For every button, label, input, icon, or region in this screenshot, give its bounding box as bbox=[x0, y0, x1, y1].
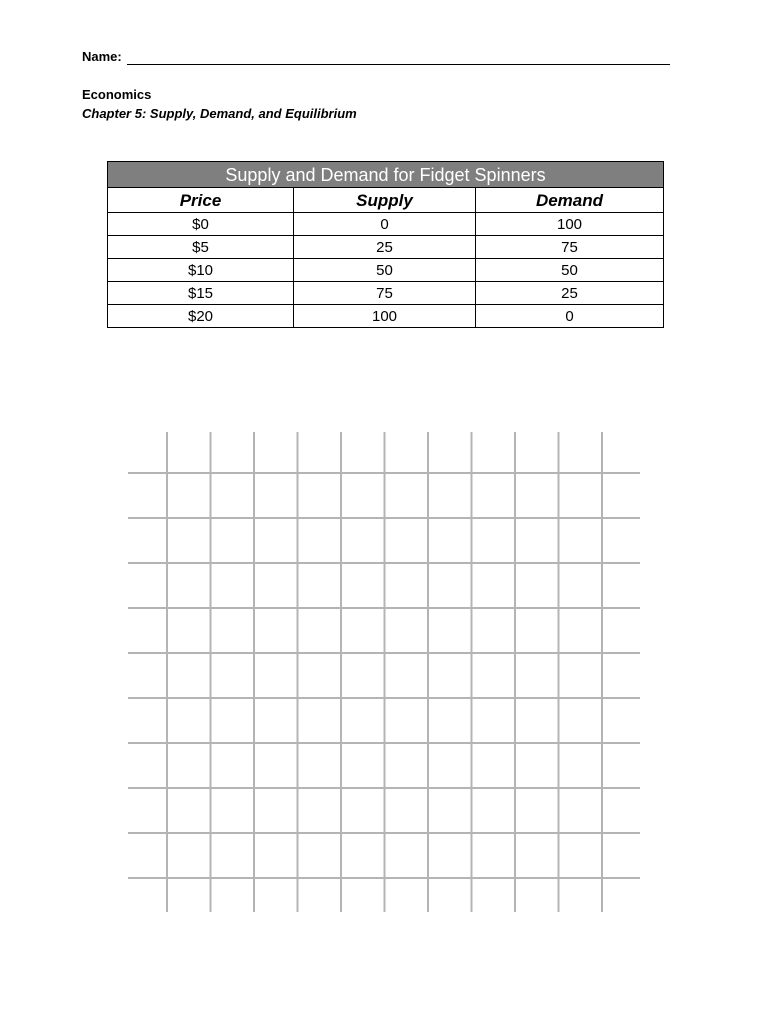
column-header-supply: Supply bbox=[294, 188, 476, 213]
course-title: Economics bbox=[82, 87, 152, 102]
supply-cell: 50 bbox=[294, 259, 476, 282]
price-cell: $15 bbox=[108, 282, 294, 305]
demand-cell: 50 bbox=[476, 259, 664, 282]
supply-cell: 0 bbox=[294, 213, 476, 236]
price-cell: $10 bbox=[108, 259, 294, 282]
demand-cell: 75 bbox=[476, 236, 664, 259]
price-cell: $20 bbox=[108, 305, 294, 328]
demand-cell: 25 bbox=[476, 282, 664, 305]
graph-grid bbox=[0, 420, 768, 920]
table-row bbox=[108, 259, 664, 282]
table-header-row bbox=[108, 188, 664, 213]
price-cell: $5 bbox=[108, 236, 294, 259]
table-row bbox=[108, 213, 664, 236]
name-blank-line bbox=[127, 64, 670, 65]
supply-cell: 25 bbox=[294, 236, 476, 259]
table-title-row bbox=[108, 162, 664, 188]
table-row bbox=[108, 282, 664, 305]
table-row bbox=[108, 236, 664, 259]
supply-demand-table bbox=[107, 161, 664, 328]
table-row bbox=[108, 305, 664, 328]
column-header-demand: Demand bbox=[476, 188, 664, 213]
supply-cell: 100 bbox=[294, 305, 476, 328]
table-title: Supply and Demand for Fidget Spinners bbox=[108, 162, 664, 188]
demand-cell: 100 bbox=[476, 213, 664, 236]
column-header-price: Price bbox=[108, 188, 294, 213]
chapter-title: Chapter 5: Supply, Demand, and Equilibrium bbox=[82, 106, 357, 121]
name-label: Name: bbox=[82, 49, 122, 64]
supply-cell: 75 bbox=[294, 282, 476, 305]
price-cell: $0 bbox=[108, 213, 294, 236]
demand-cell: 0 bbox=[476, 305, 664, 328]
